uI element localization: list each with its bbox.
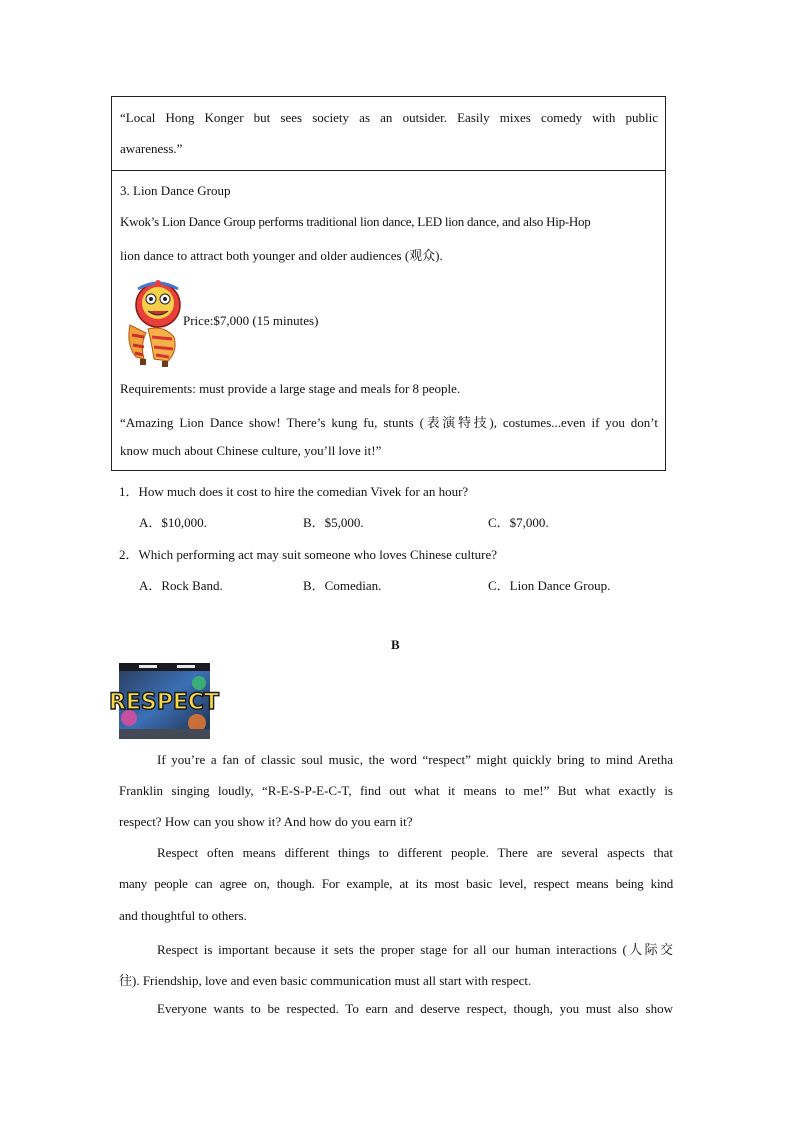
table-row-divider (112, 170, 665, 171)
lion-dance-review-line1: “Amazing Lion Dance show! There’s kung fu, stunts (表演特技), costumes...even if you don’t (120, 415, 658, 430)
paragraph-3-line1: Respect is important because it sets the proper stage for all our human interactions (人际交 (157, 942, 673, 957)
lion-dance-price: Price:$7,000 (15 minutes) (183, 313, 319, 328)
lion-dance-requirements: Requirements: must provide a large stage and meals for 8 people. (120, 381, 461, 396)
question-1-option-b: B．$5,000. (303, 515, 364, 530)
paragraph-1-line2: Franklin singing loudly, “R-E-S-P-E-C-T, find out what it means to me!” But what exactly is (119, 783, 673, 798)
paragraph-1-line3: respect? How can you show it? And how do you earn it? (119, 814, 413, 829)
lion-dance-desc-line2: lion dance to attract both younger and older audiences (观众). (120, 248, 443, 263)
question-2-stem: 2．Which performing act may suit someone who loves Chinese culture? (119, 547, 497, 562)
lion-dance-review-line2: know much about Chinese culture, you’ll love it!” (120, 443, 382, 458)
question-1-option-a: A．$10,000. (139, 515, 207, 530)
comedian-review-line1: “Local Hong Konger but sees society as an outsider. Easily mixes comedy with public (120, 110, 658, 125)
comedian-review-line2: awareness.” (120, 141, 183, 156)
question-1-stem: 1．How much does it cost to hire the comedian Vivek for an hour? (119, 484, 469, 499)
graffiti-text: RESPECT (108, 690, 220, 715)
lion-dance-desc-line1: Kwok’s Lion Dance Group performs traditional lion dance, LED lion dance, and also Hip-Hop (120, 214, 591, 229)
paragraph-1-line1: If you’re a fan of classic soul music, the word “respect” might quickly bring to mind Aretha (157, 752, 673, 767)
paragraph-3-line2: 往). Friendship, love and even basic communication must all start with respect. (119, 973, 532, 988)
section-b-label: B (391, 637, 400, 652)
paragraph-2-line3: and thoughtful to others. (119, 908, 247, 923)
lion-dance-image (118, 275, 188, 367)
question-2-option-c: C．Lion Dance Group. (488, 578, 611, 593)
respect-graffiti-image (108, 663, 220, 739)
paragraph-2-line1: Respect often means different things to different people. There are several aspects that (157, 845, 673, 860)
paragraph-4-line1: Everyone wants to be respected. To earn and deserve respect, though, you must also show (157, 1001, 673, 1016)
performers-table (111, 96, 666, 471)
question-1-option-c: C．$7,000. (488, 515, 549, 530)
question-2-option-a: A．Rock Band. (139, 578, 223, 593)
question-2-option-b: B．Comedian. (303, 578, 382, 593)
paragraph-2-line2: many people can agree on, though. For example, at its most basic level, respect means being kind (119, 876, 673, 891)
lion-dance-heading: 3. Lion Dance Group (120, 183, 231, 198)
